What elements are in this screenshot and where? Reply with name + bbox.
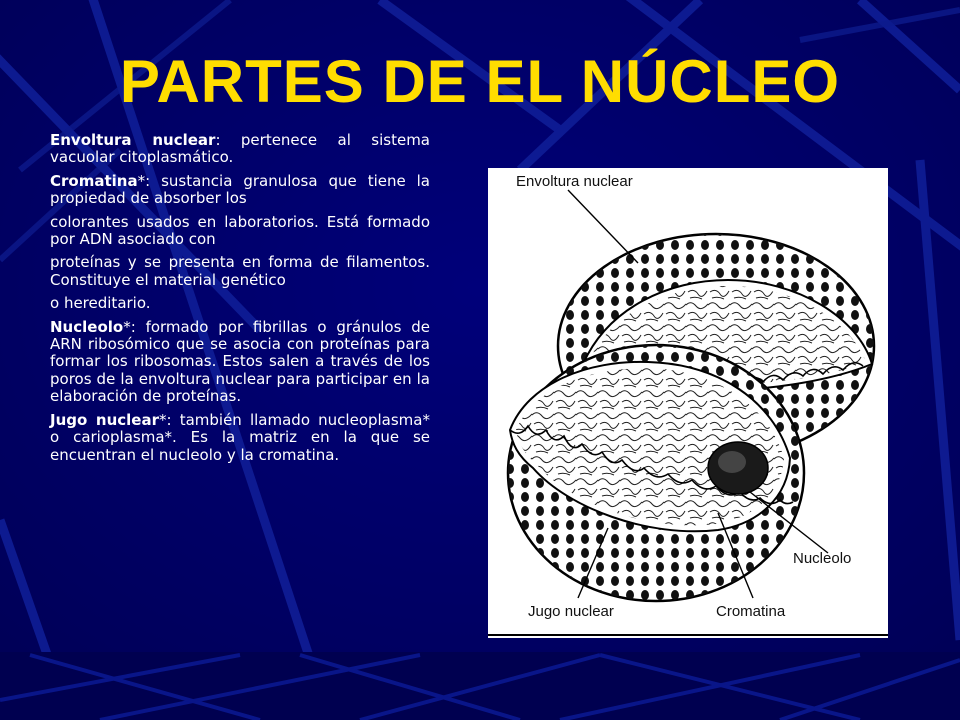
term-jugo: Jugo nuclear [50,410,159,429]
term-cromatina: Cromatina [50,171,138,190]
label-cromatina: Cromatina [716,603,786,620]
definition-envoltura: : pertenece al sistema vacuolar citoplasmático. [50,131,430,167]
paragraph-jugo [50,412,430,464]
label-jugo: Jugo nuclear [528,603,614,620]
paragraph-cromatina-3: proteínas y se presenta en forma de filamentos. Constituye el material genético [50,253,430,289]
label-nucleolo: Nucleolo [793,550,852,567]
term-envoltura: Envoltura nuclear [50,131,216,149]
term-nucleolo: Nucleolo [50,317,124,336]
slide-title: PARTES DE EL NÚCLEO [119,48,841,115]
definition-cromatina: *: sustancia granulosa que tiene la propiedad de absorber los [50,171,430,208]
label-envoltura: Envoltura nuclear [516,173,633,190]
paragraph-envoltura [50,132,430,167]
nucleus-illustration [488,168,888,638]
body-text [50,132,430,470]
definition-nucleolo: *: formado por fibrillas o gránulos de ARN ribosómico que se asocia con proteínas para formar los ribosomas. Estos salen a través de los poros de la envoltura nuclear para participar en la elaboración de proteínas. [50,317,430,406]
paragraph-cromatina [50,173,430,208]
paragraph-cromatina-2: colorantes usados en laboratorios. Está formado por ADN asociado con [50,212,430,249]
definition-jugo: *: también llamado nucleoplasma* o carioplasma*. Es la matriz en la que se encuentran el nucleolo y la cromatina. [50,410,430,464]
paragraph-cromatina-4: o hereditario. [50,294,151,313]
nucleus-diagram [488,168,888,638]
paragraph-nucleolo [50,319,430,406]
